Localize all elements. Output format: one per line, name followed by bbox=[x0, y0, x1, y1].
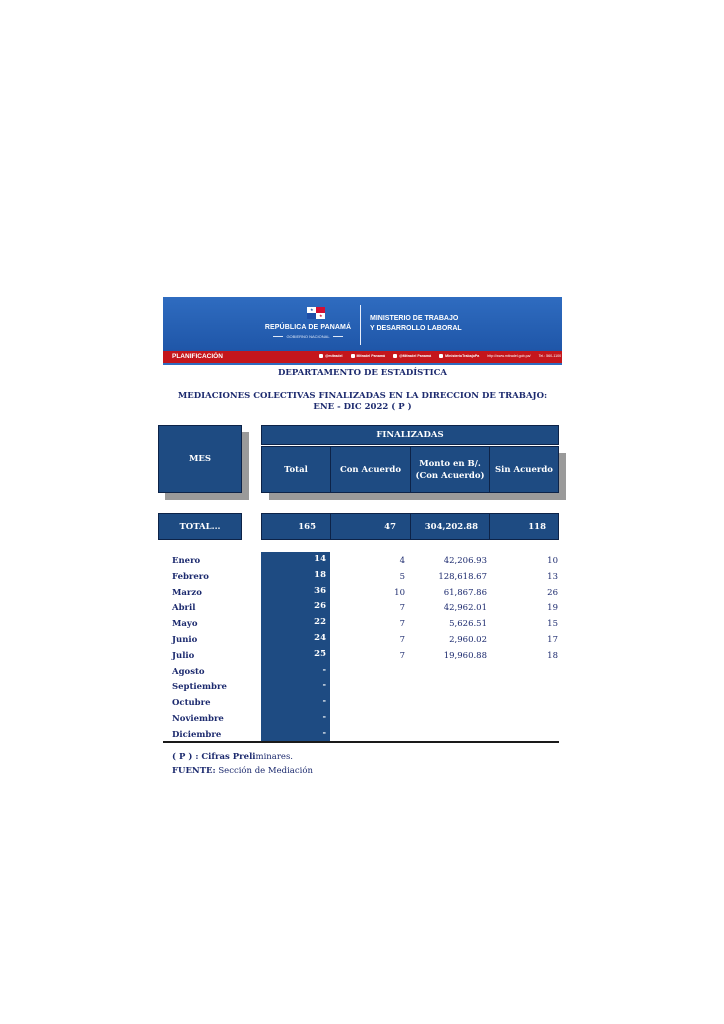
total-monto bbox=[410, 513, 490, 540]
table-row bbox=[163, 727, 563, 746]
table-row bbox=[163, 585, 563, 604]
social-twitter bbox=[319, 354, 343, 358]
row-month: Diciembre bbox=[172, 729, 222, 740]
row-month: Febrero bbox=[172, 571, 209, 582]
social-facebook-text: Mitradel Panamá bbox=[356, 354, 386, 358]
row-con-acuerdo: 7 bbox=[399, 650, 405, 661]
report-period: ENE - DIC 2022 ( P ) bbox=[313, 402, 412, 412]
row-con-acuerdo: 5 bbox=[399, 571, 405, 582]
preliminary-rest: minares. bbox=[255, 752, 294, 762]
header-banner bbox=[163, 297, 562, 351]
panama-flag-icon: ★ ★ bbox=[307, 307, 325, 319]
row-con-acuerdo: 10 bbox=[394, 587, 405, 598]
row-month: Agosto bbox=[172, 666, 205, 677]
total-row-label bbox=[158, 513, 242, 540]
table-row bbox=[163, 711, 563, 730]
row-sin-acuerdo: 15 bbox=[547, 619, 558, 630]
row-con-acuerdo: 7 bbox=[399, 619, 405, 630]
finalizadas-header bbox=[261, 425, 559, 445]
instagram-icon bbox=[393, 354, 397, 358]
row-con-acuerdo: 7 bbox=[399, 603, 405, 614]
ministry-line-1: MINISTERIO DE TRABAJO bbox=[370, 315, 459, 322]
preliminary-note bbox=[172, 752, 293, 762]
section-bar bbox=[163, 351, 562, 363]
social-instagram-text: @Mitradel Panamá bbox=[399, 354, 432, 358]
row-monto: 42,962.01 bbox=[443, 603, 487, 614]
total-sin-acuerdo-value: 118 bbox=[528, 522, 546, 532]
ministry-line-2: Y DESARROLLO LABORAL bbox=[370, 325, 462, 332]
row-sin-acuerdo: 13 bbox=[547, 571, 558, 582]
facebook-icon bbox=[351, 354, 355, 358]
row-monto: 61,867.86 bbox=[443, 587, 487, 598]
row-total: 18 bbox=[314, 569, 326, 580]
mes-header-text: MES bbox=[188, 454, 212, 464]
row-monto: 128,618.67 bbox=[438, 571, 487, 582]
finalizadas-header-text: FINALIZADAS bbox=[376, 430, 444, 440]
total-con-acuerdo-value: 47 bbox=[384, 522, 396, 532]
row-month: Septiembre bbox=[172, 682, 227, 693]
row-total: 36 bbox=[314, 585, 326, 596]
row-total: - bbox=[322, 727, 326, 738]
table-row bbox=[163, 648, 563, 667]
col-monto-header bbox=[410, 446, 490, 493]
row-total: 24 bbox=[314, 632, 326, 643]
row-total: - bbox=[322, 711, 326, 722]
row-month: Octubre bbox=[172, 698, 211, 709]
row-total: 14 bbox=[314, 554, 326, 564]
col-sin-acuerdo-header bbox=[489, 446, 559, 493]
col-con-acuerdo-header bbox=[330, 446, 411, 493]
row-sin-acuerdo: 17 bbox=[547, 634, 558, 645]
table-row bbox=[163, 664, 563, 683]
banner-underline bbox=[163, 363, 562, 365]
row-total: 22 bbox=[314, 617, 326, 628]
source-note bbox=[172, 766, 313, 776]
row-month: Junio bbox=[172, 634, 198, 645]
monthly-rows bbox=[163, 556, 563, 746]
table-row bbox=[163, 682, 563, 698]
government-text: GOBIERNO NACIONAL bbox=[286, 334, 330, 339]
preliminary-key: ( P ) : Cifras Preli bbox=[172, 752, 256, 762]
col-sin-acuerdo-text: Sin Acuerdo bbox=[495, 464, 553, 475]
banner-divider bbox=[360, 305, 361, 345]
table-row bbox=[163, 698, 563, 714]
republic-name: REPÚBLICA DE PANAMÁ bbox=[264, 324, 352, 331]
table-row bbox=[163, 632, 563, 651]
department-title: DEPARTAMENTO DE ESTADÍSTICA bbox=[278, 368, 447, 378]
col-total-header bbox=[261, 446, 331, 493]
row-sin-acuerdo: 18 bbox=[547, 650, 558, 661]
row-total: - bbox=[322, 680, 326, 691]
social-twitter-text: @mitradel bbox=[325, 354, 343, 358]
row-con-acuerdo: 4 bbox=[399, 556, 405, 566]
row-total: 25 bbox=[314, 648, 326, 659]
mes-header bbox=[158, 425, 242, 493]
total-total-value: 165 bbox=[298, 522, 316, 532]
row-month: Mayo bbox=[172, 619, 198, 630]
total-con-acuerdo bbox=[330, 513, 411, 540]
row-sin-acuerdo: 26 bbox=[547, 587, 558, 598]
row-monto: 19,960.88 bbox=[443, 650, 487, 661]
social-instagram bbox=[393, 354, 431, 358]
table-row bbox=[163, 569, 563, 588]
social-website: http://www.mitradel.gob.pa/ bbox=[487, 354, 531, 358]
government-label bbox=[263, 334, 353, 339]
row-month: Enero bbox=[172, 556, 201, 566]
row-sin-acuerdo: 19 bbox=[547, 603, 558, 614]
total-label-text: TOTAL... bbox=[179, 522, 221, 532]
table-bottom-rule bbox=[163, 741, 559, 743]
social-phone: Tel.: 560-1100 bbox=[538, 354, 562, 358]
total-sin-acuerdo bbox=[489, 513, 559, 540]
row-month: Noviembre bbox=[172, 713, 224, 724]
row-sin-acuerdo: 10 bbox=[547, 556, 558, 566]
col-total-text: Total bbox=[284, 464, 308, 475]
source-value: Sección de Mediación bbox=[215, 766, 313, 776]
col-con-acuerdo-text: Con Acuerdo bbox=[339, 464, 402, 475]
total-monto-value: 304,202.88 bbox=[424, 522, 478, 532]
report-title: MEDIACIONES COLECTIVAS FINALIZADAS EN LA DIRECCION DE TRABAJO: bbox=[177, 391, 548, 401]
row-month: Julio bbox=[172, 650, 195, 661]
col-monto-text: Monto en B/. (Con Acuerdo) bbox=[415, 458, 485, 481]
row-total: 26 bbox=[314, 601, 326, 612]
row-monto: 5,626.51 bbox=[449, 619, 487, 630]
social-youtube-text: MinisterioTrabajoPa bbox=[445, 354, 480, 358]
row-month: Abril bbox=[172, 603, 196, 614]
row-total: - bbox=[322, 696, 326, 707]
youtube-icon bbox=[439, 354, 443, 358]
source-key: FUENTE: bbox=[172, 766, 216, 776]
twitter-icon bbox=[319, 354, 323, 358]
row-monto: 2,960.02 bbox=[449, 634, 487, 645]
total-total bbox=[261, 513, 331, 540]
row-monto: 42,206.93 bbox=[443, 556, 487, 566]
section-label: PLANIFICACIÓN bbox=[172, 353, 223, 360]
table-row bbox=[163, 556, 563, 572]
social-links bbox=[319, 354, 568, 358]
table-row bbox=[163, 603, 563, 619]
social-youtube bbox=[439, 354, 479, 358]
table-row bbox=[163, 619, 563, 635]
row-total: - bbox=[322, 664, 326, 675]
row-month: Marzo bbox=[172, 587, 202, 598]
row-con-acuerdo: 7 bbox=[399, 634, 405, 645]
social-facebook bbox=[351, 354, 386, 358]
